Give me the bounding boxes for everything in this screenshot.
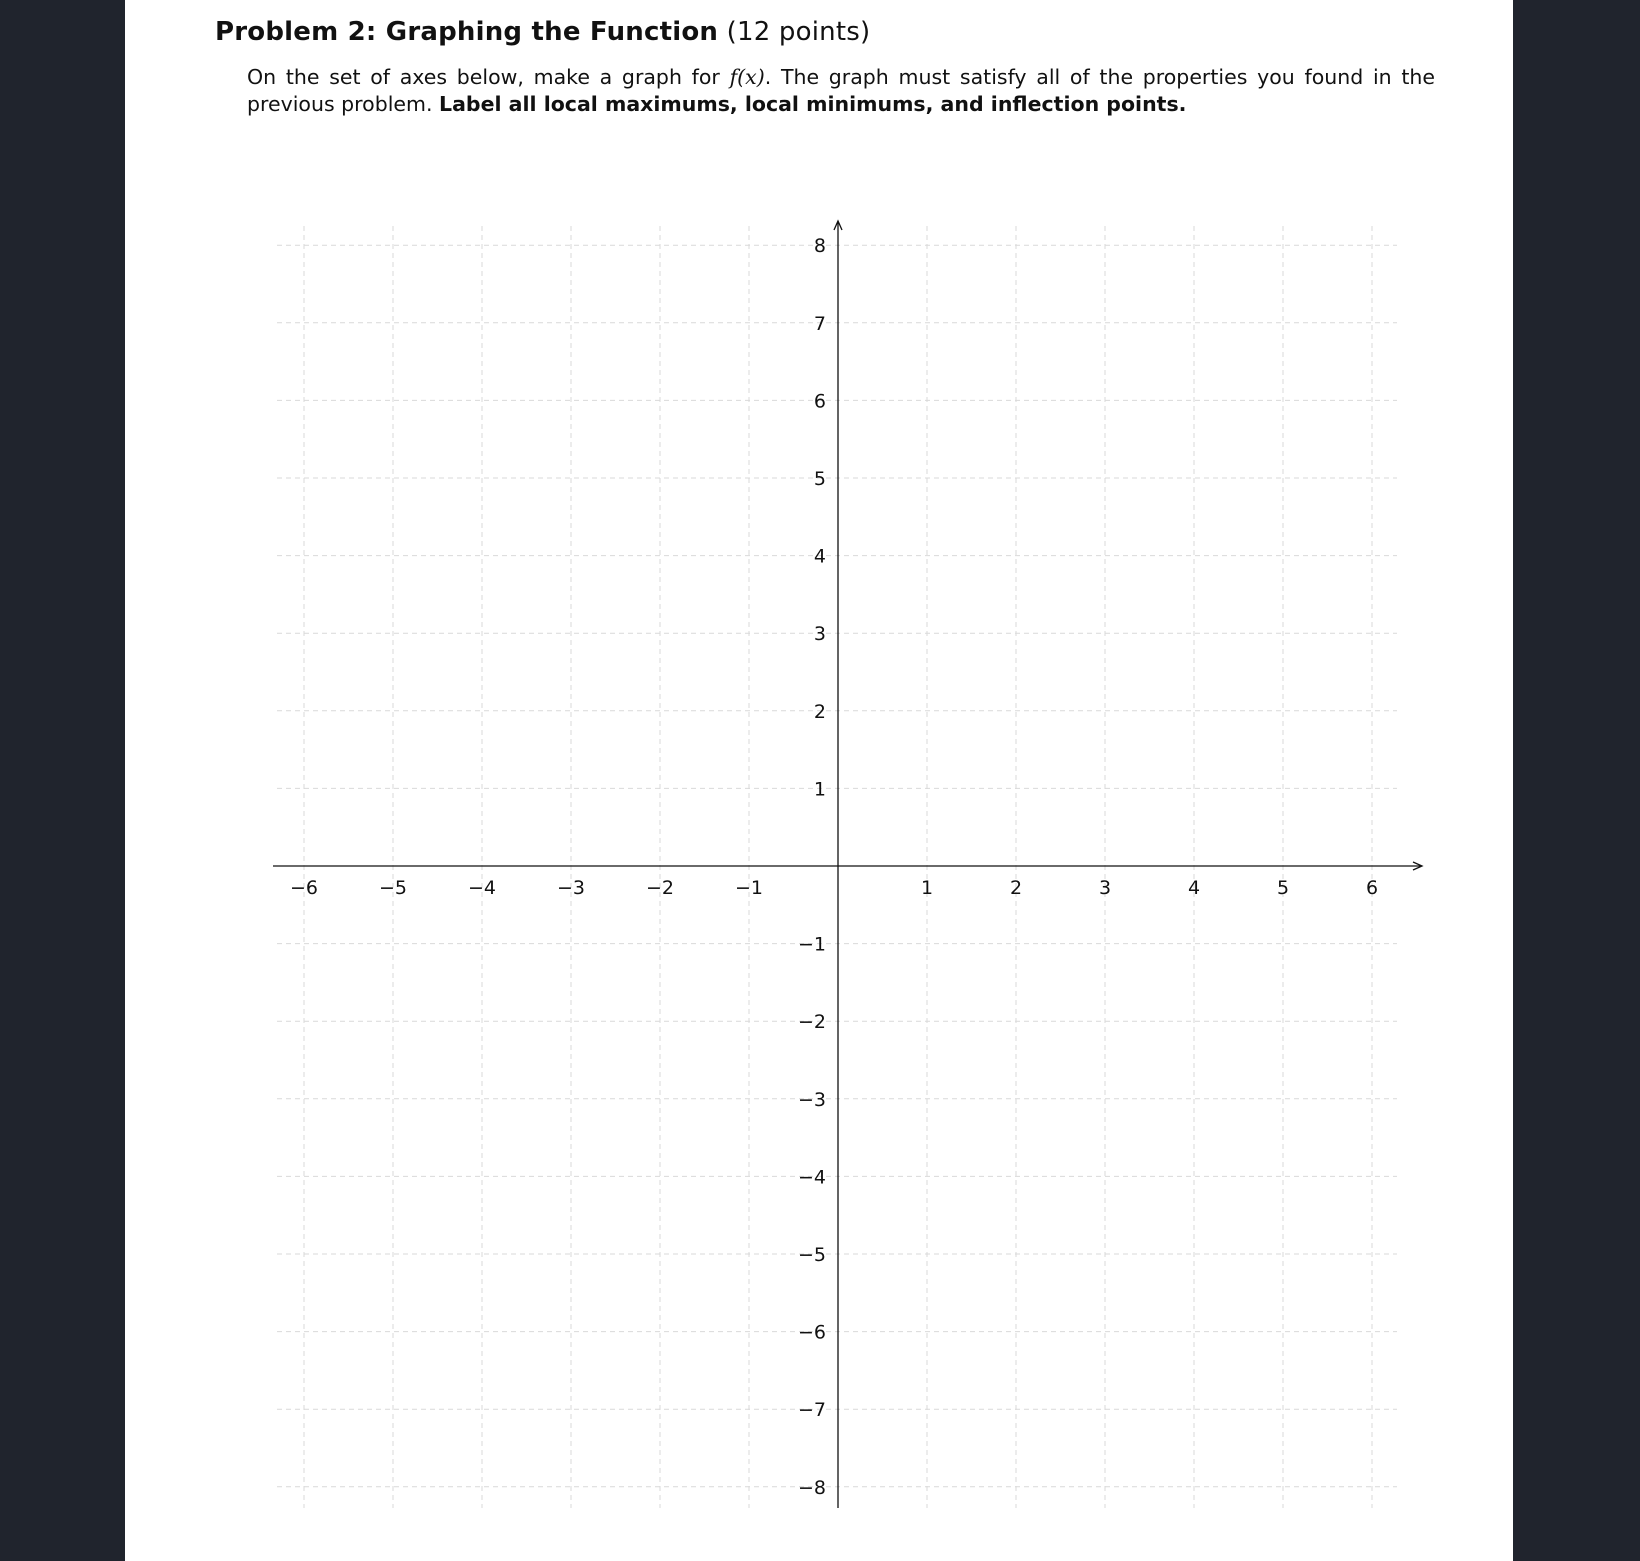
y-tick-label: −5 <box>797 1244 826 1266</box>
function-notation: f(x) <box>729 65 765 89</box>
x-tick-label: −4 <box>467 877 497 899</box>
x-tick-label: −6 <box>289 877 319 899</box>
y-tick-label: −4 <box>797 1166 826 1189</box>
axes <box>273 221 1422 1508</box>
y-tick-label: −8 <box>797 1476 826 1499</box>
x-tick-label: −5 <box>378 877 408 899</box>
y-tick-label: 5 <box>813 468 826 490</box>
x-tick-label: 1 <box>920 877 934 899</box>
x-tick-label: −3 <box>556 877 586 899</box>
instructions-text-2: . The graph must satisfy all of the properties you found in the previous problem. <box>247 65 1435 116</box>
y-tick-label: −3 <box>797 1088 826 1111</box>
y-tick-label: 2 <box>813 700 826 723</box>
problem-points: (12 points) <box>726 17 871 47</box>
x-tick-label: −2 <box>645 877 675 899</box>
x-tick-label: 4 <box>1187 877 1201 899</box>
instructions-bold-text: Label all local maximums, local minimums, and inflection points. <box>439 92 1187 116</box>
worksheet-page <box>125 0 1513 1561</box>
x-tick-labels <box>290 877 1378 899</box>
y-tick-label: 8 <box>813 235 826 258</box>
y-tick-label: −1 <box>797 933 826 956</box>
problem-title: Problem 2: Graphing the Function <box>215 17 719 47</box>
coordinate-plane <box>125 0 1513 1561</box>
y-tick-label: −6 <box>797 1321 826 1344</box>
x-tick-label: 6 <box>1365 877 1379 899</box>
y-tick-label: 6 <box>813 390 826 413</box>
y-tick-labels <box>798 235 826 1499</box>
y-tick-label: 1 <box>813 778 826 801</box>
x-tick-label: 5 <box>1276 877 1290 899</box>
y-tick-label: 4 <box>813 545 826 568</box>
grid-lines <box>277 226 1397 1508</box>
instructions-text-1: On the set of axes below, make a graph for <box>247 65 730 89</box>
x-tick-label: −1 <box>734 877 764 899</box>
y-tick-label: −7 <box>797 1399 826 1422</box>
x-tick-label: 2 <box>1009 877 1023 899</box>
y-tick-label: 3 <box>813 623 826 646</box>
y-tick-label: 7 <box>813 312 826 335</box>
x-tick-label: 3 <box>1098 877 1112 899</box>
y-tick-label: −2 <box>797 1011 826 1034</box>
